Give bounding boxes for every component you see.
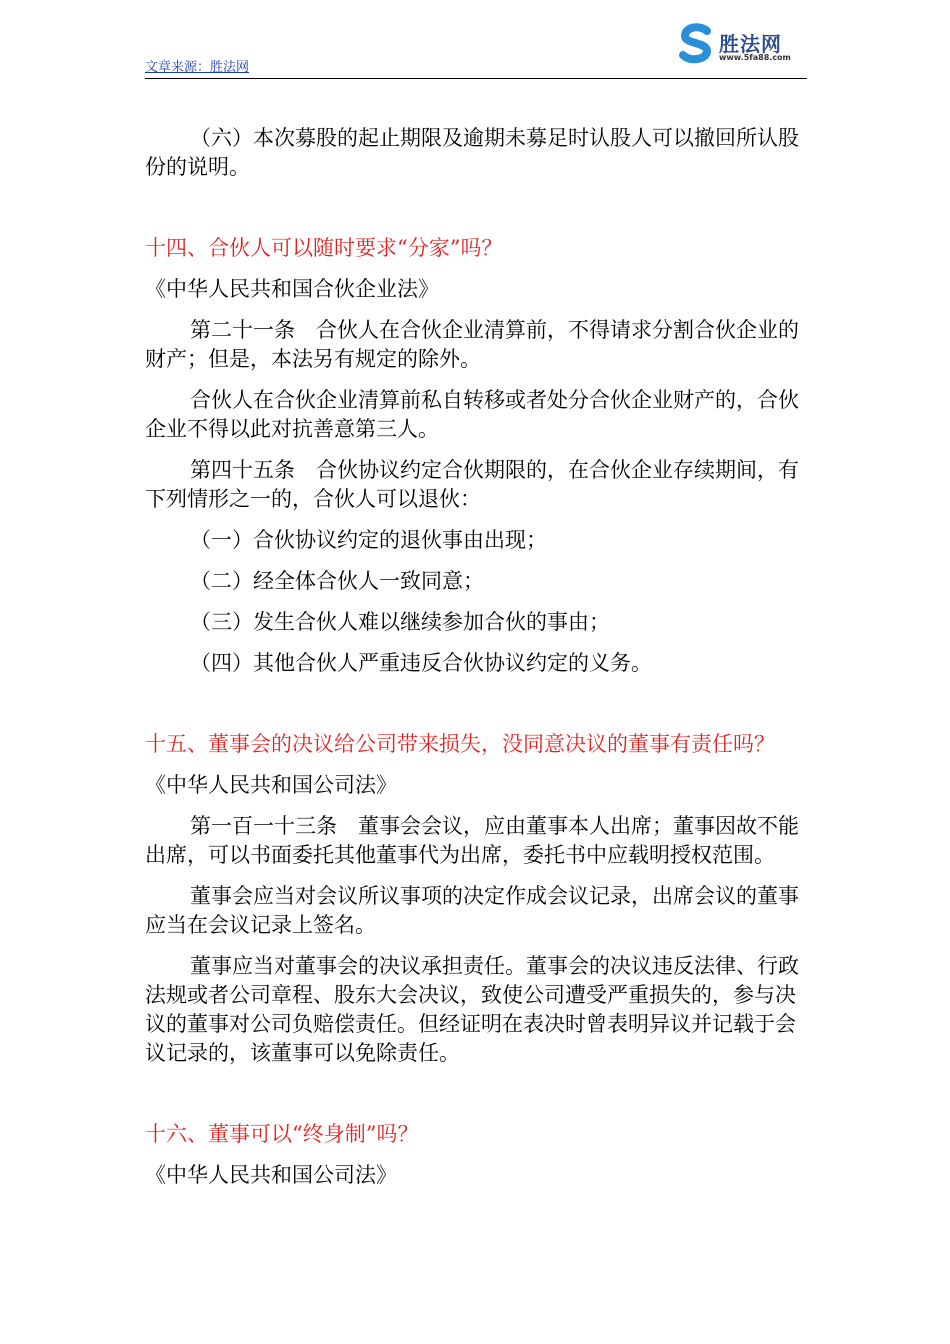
law-title: 《中华人民共和国公司法》 (145, 1163, 397, 1187)
logo-url: www.5fa88.com (719, 53, 791, 62)
list-item: （四）其他合伙人严重违反合伙协议约定的义务。 (190, 651, 652, 675)
section-heading-15: 十五、董事会的决议给公司带来损失，没同意决议的董事有责任吗？ (145, 732, 775, 756)
paragraph: （六）本次募股的起止期限及逾期未募足时认股人可以撤回所认股份的说明。 (145, 126, 799, 179)
logo-name: 胜法网 (719, 32, 782, 56)
section-heading-16: 十六、董事可以“终身制”吗？ (145, 1122, 419, 1146)
section-heading-14: 十四、合伙人可以随时要求“分家”吗？ (145, 236, 503, 260)
list-item: （二）经全体合伙人一致同意； (190, 569, 484, 593)
list-item: （一）合伙协议约定的退伙事由出现； (190, 528, 547, 552)
s-logo-icon (677, 22, 717, 66)
article-paragraph: 第一百一十三条 董事会会议，应由董事本人出席；董事因故不能出席，可以书面委托其他董事代为出席，委托书中应载明授权范围。 (145, 814, 799, 867)
page-header (145, 18, 807, 79)
site-logo[interactable] (677, 22, 797, 66)
article-paragraph: 第四十五条 合伙协议约定合伙期限的，在合伙企业存续期间，有下列情形之一的，合伙人可以退伙： (145, 458, 799, 511)
article-paragraph: 董事会应当对会议所议事项的决定作成会议记录，出席会议的董事应当在会议记录上签名。 (145, 884, 799, 937)
list-item: （三）发生合伙人难以继续参加合伙的事由； (190, 610, 610, 634)
law-title: 《中华人民共和国公司法》 (145, 773, 397, 797)
law-title: 《中华人民共和国合伙企业法》 (145, 277, 439, 301)
article-paragraph: 合伙人在合伙企业清算前私自转移或者处分合伙企业财产的，合伙企业不得以此对抗善意第三人。 (145, 388, 799, 441)
article-paragraph: 董事应当对董事会的决议承担责任。董事会的决议违反法律、行政法规或者公司章程、股东大会决议，致使公司遭受严重损失的，参与决议的董事对公司负赔偿责任。但经证明在表决时曾表明异议并记载于会议记录的，该董事可以免除责任。 (145, 954, 799, 1065)
source-link[interactable]: 文章来源：胜法网 (145, 60, 250, 75)
document-body (145, 124, 807, 1202)
article-paragraph: 第二十一条 合伙人在合伙企业清算前，不得请求分割合伙企业的财产；但是，本法另有规定的除外。 (145, 318, 799, 371)
